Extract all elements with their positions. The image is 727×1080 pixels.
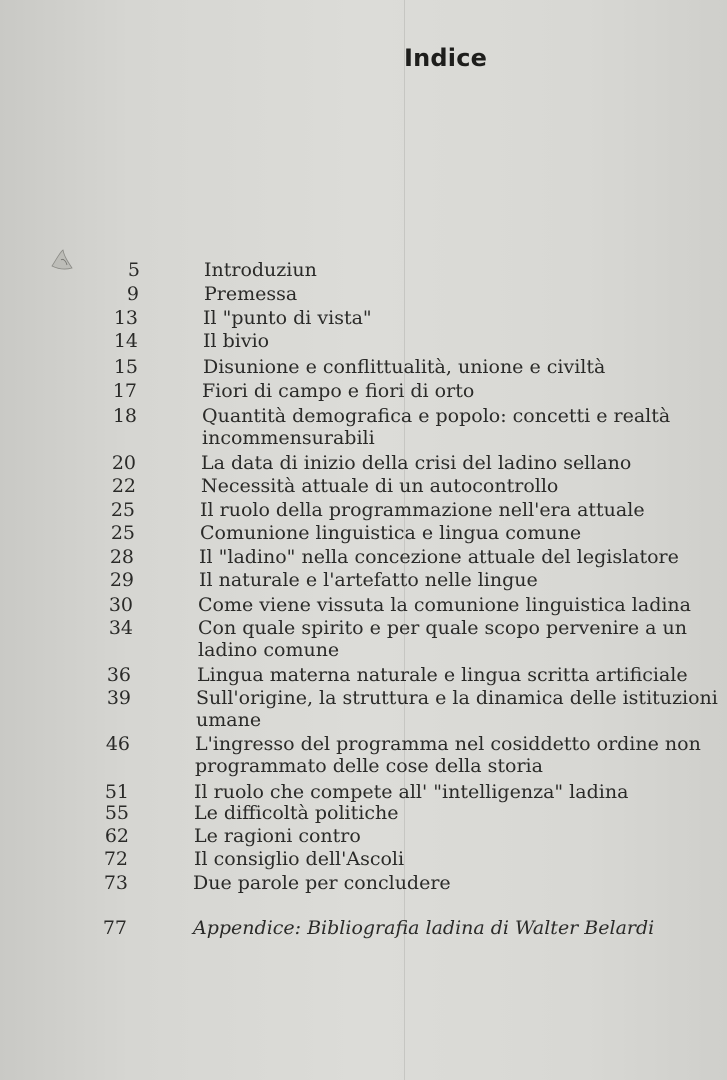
toc-entry-line: Con quale spirito e per quale scopo pervenire a un — [198, 617, 687, 639]
toc-entry-title: Introduziun — [204, 259, 317, 281]
toc-page-number: 14 — [113, 330, 138, 352]
toc-page-number: 30 — [108, 594, 133, 616]
toc-entry-title: Due parole per concludere — [193, 872, 451, 894]
toc-page-number: 13 — [113, 307, 138, 329]
toc-entry-title: Il bivio — [203, 330, 270, 352]
toc-page-number: 29 — [109, 569, 134, 591]
toc-entry-line: Sull'origine, la struttura e la dinamica delle istituzioni — [196, 687, 718, 709]
toc-entry-line-continued: programmato delle cose della storia — [195, 755, 543, 777]
toc-page-number: 25 — [110, 499, 135, 521]
toc-entry-title: Il consiglio dell'Ascoli — [194, 848, 405, 870]
toc-page-number: 15 — [113, 356, 138, 378]
toc-page-number: 51 — [104, 781, 129, 803]
toc-page-number: 9 — [126, 283, 139, 305]
toc-entry-title: Il "punto di vista" — [203, 307, 372, 329]
toc-entry-title: Comunione linguistica e lingua comune — [200, 522, 582, 544]
toc-entry-title: Premessa — [204, 283, 298, 305]
toc-page-number: 25 — [110, 522, 135, 544]
toc-page-number: 46 — [105, 733, 130, 755]
toc-page-number: 55 — [104, 802, 129, 824]
toc-entry-title: Lingua materna naturale e lingua scritta artificiale — [197, 664, 688, 686]
toc-entry-title: Il ruolo della programmazione nell'era attuale — [200, 499, 645, 521]
toc-entry-line-continued: umane — [196, 709, 262, 731]
toc-page-number: 18 — [112, 405, 137, 427]
toc-entry-line: Quantità demografica e popolo: concetti e realtà — [202, 405, 671, 427]
toc-entry-title: Disunione e conflittualità, unione e civiltà — [203, 356, 606, 378]
toc-page-number: 5 — [127, 259, 140, 281]
toc-page-number: 20 — [111, 452, 136, 474]
toc-entry-title: Le difficoltà politiche — [194, 802, 399, 824]
bleed-through-text — [448, 150, 452, 166]
toc-page-number: 36 — [106, 664, 131, 686]
toc-entry-title: Le ragioni contro — [194, 825, 361, 847]
toc-page-number: 34 — [108, 617, 133, 639]
toc-entry-title — [202, 405, 670, 449]
toc-entry-title: Necessità attuale di un autocontrollo — [201, 475, 559, 497]
toc-page-number: 17 — [112, 380, 137, 402]
toc-entry-title — [195, 733, 701, 777]
toc-page-number: 77 — [102, 917, 127, 939]
toc-entry-line-continued: ladino comune — [198, 639, 340, 661]
toc-page-number: 72 — [103, 848, 128, 870]
toc-page-number: 22 — [111, 475, 136, 497]
toc-entry-title: La data di inizio della crisi del ladino sellano — [201, 452, 632, 474]
toc-entry-title — [198, 617, 687, 661]
toc-entry-title — [196, 687, 718, 731]
toc-page-number: 39 — [106, 687, 131, 709]
toc-entry-title: Il "ladino" nella concezione attuale del legislatore — [199, 546, 679, 568]
toc-entry-line-continued: incommensurabili — [202, 427, 375, 449]
toc-entry-title: Fiori di campo e fiori di orto — [202, 380, 475, 402]
toc-entry-title: Appendice: Bibliografia ladina di Walter Belardi — [193, 917, 655, 939]
toc-entry-title: Il naturale e l'artefatto nelle lingue — [199, 569, 538, 591]
toc-entry-title: Come viene vissuta la comunione linguistica ladina — [198, 594, 691, 616]
toc-entry-line: L'ingresso del programma nel cosiddetto ordine non — [195, 733, 701, 755]
page-title: Indice — [404, 44, 488, 72]
toc-page-number: 62 — [104, 825, 129, 847]
toc-entry-title: Il ruolo che compete all' "intelligenza" ladina — [194, 781, 629, 803]
paper-mark-icon — [48, 246, 74, 272]
toc-page-number: 73 — [103, 872, 128, 894]
toc-page-number: 28 — [109, 546, 134, 568]
